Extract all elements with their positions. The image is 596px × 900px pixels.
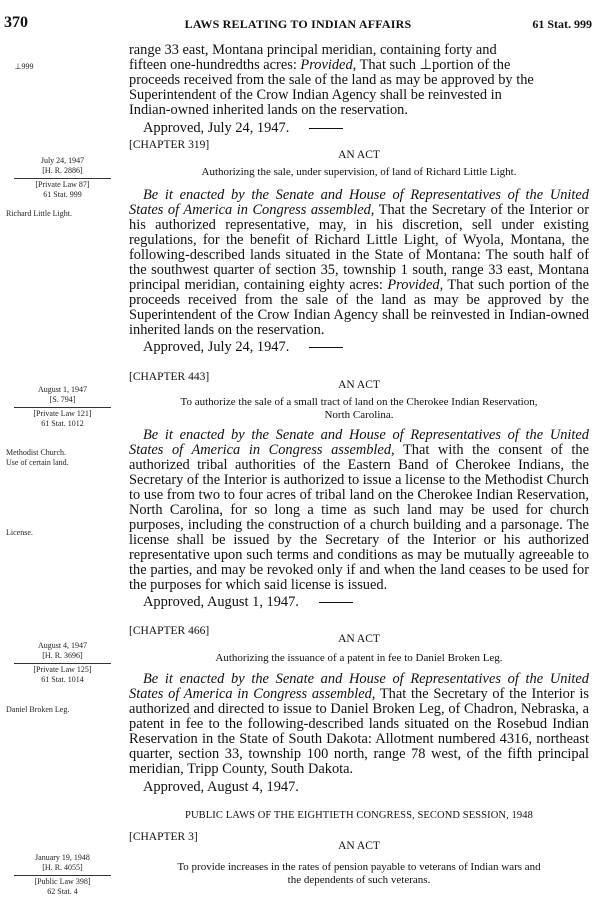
margin-topic: License. — [6, 528, 33, 537]
body-text: That the Secretary of the Interior is authorized and directed to issue to Daniel Broken Leg, of Chadron, Nebraska, a patent in fee to the following-described lands situated on the Rosebud Indian Reservation in the State of South Dakota: Allotment numbered 4316, northeast quarter, section 33, township 100 north, range 78 west, of the fifth principal meridian, Tripp County, South Dakota. — [129, 686, 589, 777]
act-title: AN ACT — [338, 840, 380, 852]
margin-law: [Private Law 121] — [33, 409, 92, 418]
enacting-paragraph — [129, 428, 589, 593]
chapter-label: [CHAPTER 3] — [129, 831, 198, 843]
provided-italic: Provided — [300, 57, 353, 73]
margin-divider — [14, 178, 111, 179]
margin-law: [Private Law 125] — [33, 665, 92, 674]
text-line: Superintendent of the Crow Indian Agency shall be reinvested in — [129, 87, 502, 103]
section-heading: PUBLIC LAWS OF THE EIGHTIETH CONGRESS, SECOND SESSION, 1948 — [185, 810, 533, 821]
margin-ch466 — [0, 641, 125, 685]
enacting-clause: Be it enacted by the Senate and House of Representatives of the United States of America in Congress assembled, — [129, 671, 589, 702]
page-number: 370 — [4, 14, 28, 31]
text-line: range 33 east, Montana principal meridian, containing forty and — [129, 42, 497, 58]
running-title: LAWS RELATING TO INDIAN AFFAIRS — [184, 17, 412, 31]
margin-bill: [H. R. 2886] — [42, 166, 83, 175]
margin-stat: 61 Stat. 1012 — [41, 419, 84, 428]
description-line: To provide increases in the rates of pension payable to veterans of Indian wars and — [177, 861, 541, 873]
enacting-paragraph — [129, 188, 589, 338]
act-body — [129, 428, 589, 610]
text-line: Indian-owned inherited lands on the reservation. — [129, 102, 408, 118]
enacting-clause: Be it enacted by the Senate and House of Representatives of the United States of America in Congress assembled, — [129, 427, 589, 458]
chapter-label: [CHAPTER 443] — [129, 371, 210, 383]
margin-topic: Daniel Broken Leg. — [6, 705, 70, 714]
approved-line — [129, 121, 589, 136]
margin-law: [Public Law 398] — [34, 877, 91, 886]
act-description: Authorizing the issuance of a patent in fee to Daniel Broken Leg. — [215, 652, 503, 664]
approved-text: Approved, July 24, 1947. — [143, 339, 290, 355]
margin-divider — [14, 663, 111, 664]
margin-topic-line: Methodist Church. — [6, 448, 66, 457]
text-line — [129, 58, 589, 73]
margin-stat: 61 Stat. 1014 — [41, 675, 84, 684]
approval-rule — [319, 602, 353, 603]
body-text: That with the consent of the authorized tribal authorities of the Eastern Band of Cherokee Indians, the Secretary of the Interior is authorized to issue a license to the Methodist Church to use from two to four acres of tribal land on the Cherokee Indian Reservation, North Carolina, for so long a time as such land may be used for church purposes, including the construction of a church building and a parsonage. The license shall be issued by the Secretary of the Interior or his authorized representative upon such terms and conditions as may be mutually agreeable to the parties, and may be revoked only if and when the land ceases to be used for the purposes for which said license is issued. — [129, 442, 589, 593]
approved-line: Approved, August 4, 1947. — [143, 779, 299, 795]
margin-stat: 62 Stat. 4 — [47, 887, 78, 896]
body-text: That the Secretary of the Interior or his authorized representative, may, in his discretion, sell under existing regulations, for the benefit of Richard Little Light, of Wyola, Montana, the following-described lands situated in the State of Montana: The south half of the southwest quarter of section 35, township 1 south, range 33 east, Montana principal meridian, containing eighty acres: — [129, 202, 589, 293]
margin-bill: [S. 794] — [49, 395, 76, 404]
margin-topic — [6, 448, 122, 468]
provided-italic: Provided — [387, 277, 440, 293]
continuation-paragraph — [129, 43, 589, 136]
act-description — [129, 396, 589, 422]
margin-date: January 19, 1948 — [35, 853, 90, 862]
act-title: AN ACT — [338, 633, 380, 645]
text-line: proceeds received from the sale of the land as may be approved by the — [129, 72, 534, 88]
act-description: Authorizing the sale, under supervision, of land of Richard Little Light. — [201, 166, 517, 178]
enacting-clause: Be it enacted by the Senate and House of Representatives of the United States of America in Congress assembled, — [129, 187, 589, 218]
running-header — [0, 14, 596, 34]
description-line: North Carolina. — [324, 409, 394, 421]
margin-page-ref: ⊥999 — [14, 62, 34, 71]
statute-citation: 61 Stat. 999 — [532, 17, 592, 31]
margin-ch443 — [0, 385, 125, 429]
act-body — [129, 188, 589, 355]
margin-bill: [H. R. 4055] — [42, 863, 83, 872]
chapter-label: [CHAPTER 466] — [129, 625, 210, 637]
chapter-label: [CHAPTER 319] — [129, 139, 210, 151]
act-title: AN ACT — [338, 379, 380, 391]
act-title: AN ACT — [338, 149, 380, 161]
text-run: , That such ⊥portion of the — [352, 57, 511, 73]
margin-law: [Private Law 87] — [35, 180, 90, 189]
margin-date: July 24, 1947 — [40, 156, 85, 165]
margin-topic-line: Use of certain land. — [6, 458, 69, 467]
margin-topic: Richard Little Light. — [6, 209, 72, 218]
margin-date: August 4, 1947 — [37, 641, 88, 650]
margin-ch3 — [0, 853, 125, 897]
approved-line — [129, 340, 589, 355]
approved-line — [129, 595, 589, 610]
act-body — [129, 672, 589, 795]
approval-rule — [309, 347, 343, 348]
approved-text: Approved, August 1, 1947. — [143, 594, 299, 610]
description-line: To authorize the sale of a small tract of land on the Cherokee Indian Reservation, — [180, 396, 538, 408]
margin-date: August 1, 1947 — [37, 385, 88, 394]
body-text: , That such portion of the proceeds received from the sale of the land as may be approved by the Superintendent of the Crow Indian Agency shall be reinvested in Indian-owned inherited lands on the reservation. — [129, 277, 589, 338]
text-run: fifteen one-hundredths acres: — [129, 57, 301, 73]
margin-divider — [14, 875, 111, 876]
description-line: the dependents of such veterans. — [287, 874, 431, 886]
approval-rule — [309, 128, 343, 129]
margin-ch319 — [0, 156, 125, 200]
enacting-paragraph — [129, 672, 589, 777]
approved-text: Approved, July 24, 1947. — [143, 120, 290, 136]
margin-bill: [H. R. 3696] — [42, 651, 83, 660]
act-description — [129, 861, 589, 887]
margin-stat: 61 Stat. 999 — [43, 190, 82, 199]
margin-divider — [14, 407, 111, 408]
